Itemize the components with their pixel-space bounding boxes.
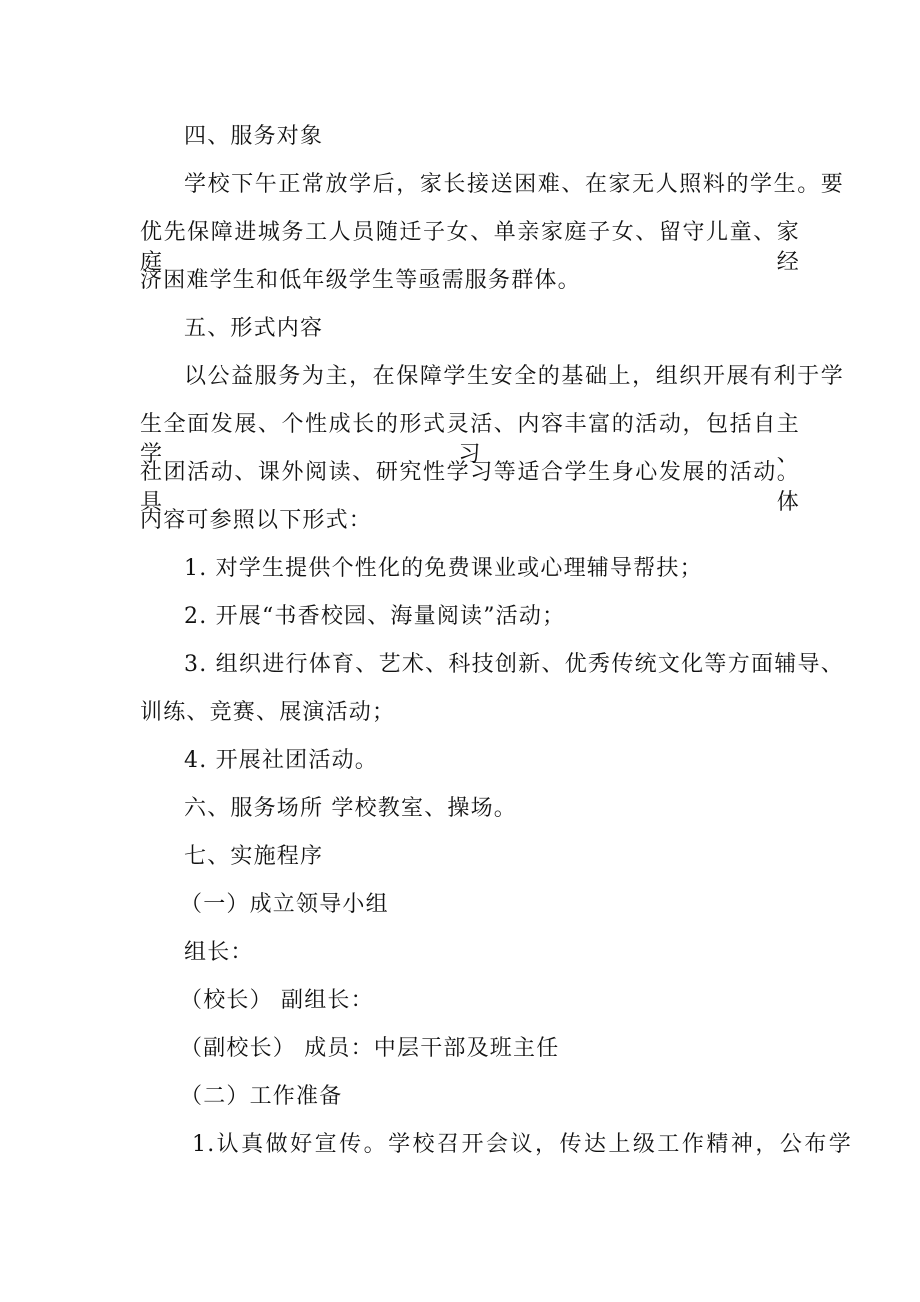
list-item: 3. 组织进行体育、艺术、科技创新、优秀传统文化等方面辅导、	[184, 652, 844, 677]
list-item: 4. 开展社团活动。	[184, 748, 378, 773]
paragraph-line: 1.认真做好宣传。学校召开会议，传达上级工作精神，公布学	[192, 1132, 852, 1157]
paragraph-line: 生全面发展、个性成长的形式灵活、内容丰富的活动，包括自主学习、	[140, 412, 800, 467]
heading-service-target: 四、服务对象	[184, 124, 324, 149]
list-item: 1. 对学生提供个性化的免费课业或心理辅导帮扶；	[184, 556, 703, 581]
heading-form-content: 五、形式内容	[184, 316, 324, 341]
subheading-leadership-group: （一）成立领导小组	[180, 892, 389, 917]
paragraph-line: 学校下午正常放学后，家长接送困难、在家无人照料的学生。要	[184, 172, 844, 197]
heading-service-venue: 六、服务场所 学校教室、操场。	[184, 796, 517, 821]
paragraph-line: 内容可参照以下形式：	[140, 508, 373, 533]
paragraph-line: 优先保障进城务工人员随迁子女、单亲家庭子女、留守儿童、家庭经	[140, 220, 800, 275]
subheading-work-preparation: （二）工作准备	[180, 1084, 343, 1109]
paragraph-line: 济困难学生和低年级学生等亟需服务群体。	[140, 268, 581, 293]
paragraph-line: 以公益服务为主，在保障学生安全的基础上，组织开展有利于学	[184, 364, 844, 389]
vice-leader-label: （校长） 副组长：	[180, 988, 374, 1013]
leader-label: 组长：	[184, 940, 254, 965]
members-label: （副校长） 成员：中层干部及班主任	[180, 1036, 560, 1061]
list-item-continuation: 训练、竞赛、展演活动；	[140, 700, 396, 725]
paragraph-line: 社团活动、课外阅读、研究性学习等适合学生身心发展的活动。具体	[140, 460, 800, 515]
list-item: 2. 开展“书香校园、海量阅读”活动；	[184, 604, 566, 629]
heading-implementation: 七、实施程序	[184, 844, 324, 869]
